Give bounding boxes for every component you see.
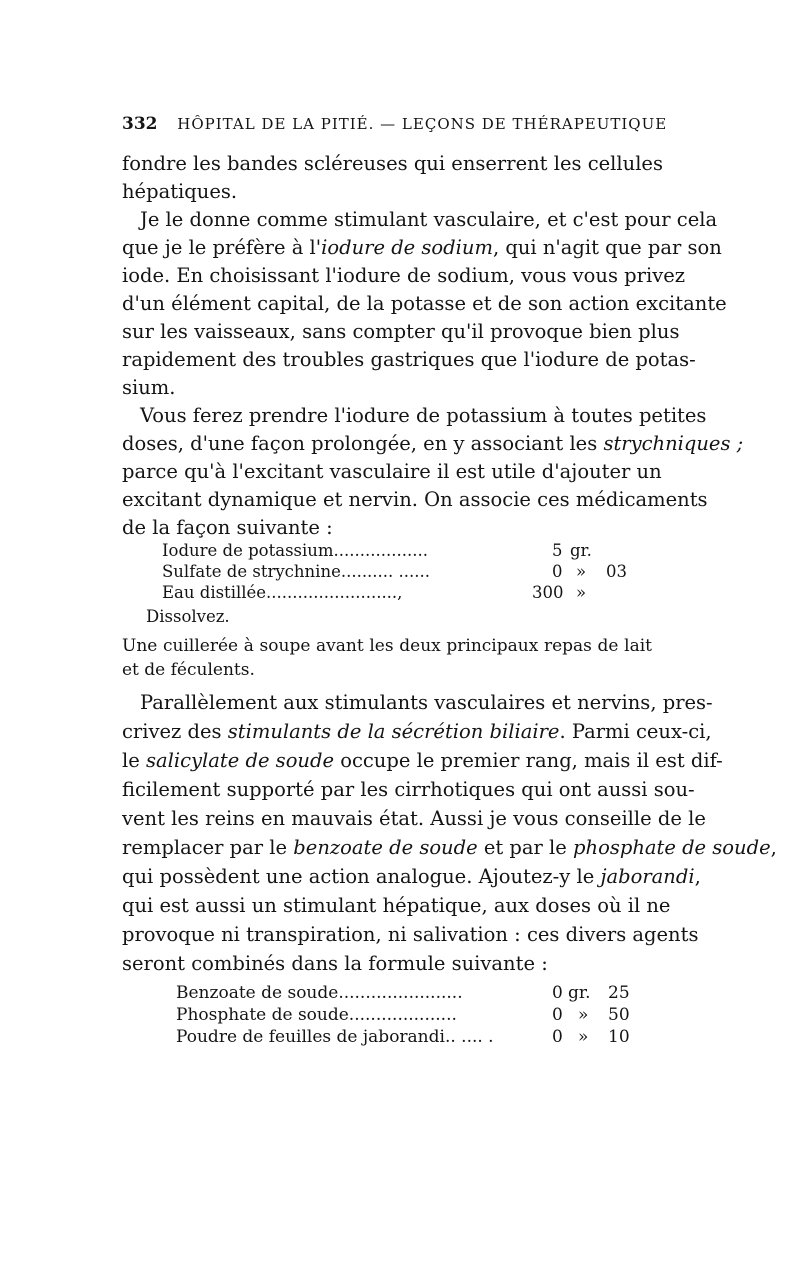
text-line: provoque ni transpiration, ni salivation : ces divers agents bbox=[122, 923, 699, 946]
dosage-instruction: Une cuillerée à soupe avant les deux principaux repas de lait et de féculents. bbox=[122, 636, 652, 680]
text-line: qui est aussi un stimulant hépatique, aux doses où il ne bbox=[122, 894, 671, 917]
text-line: fondre les bandes scléreuses qui enserrent les cellules bbox=[122, 152, 663, 175]
text-line: parce qu'à l'excitant vasculaire il est utile d'ajouter un bbox=[122, 460, 662, 483]
text-line: qui possèdent une action analogue. Ajoutez-y le jaborandi, bbox=[122, 865, 701, 888]
dissolve-note: Dissolvez. bbox=[146, 607, 230, 626]
text-line: hépatiques. bbox=[122, 180, 238, 203]
italic-term: iodure de sodium bbox=[321, 236, 493, 259]
text-line: excitant dynamique et nervin. On associe ces médicaments bbox=[122, 488, 708, 511]
text-line: vent les reins en mauvais état. Aussi je vous conseille de le bbox=[122, 807, 706, 830]
running-header bbox=[122, 114, 668, 134]
paragraph-4 bbox=[122, 688, 777, 978]
text-line: Je le donne comme stimulant vasculaire, et c'est pour cela bbox=[140, 208, 718, 231]
italic-term: phosphate de soude bbox=[573, 836, 771, 859]
text-line: iode. En choisissant l'iodure de sodium, vous vous privez bbox=[122, 264, 686, 287]
text-line: de la façon suivante : bbox=[122, 516, 333, 539]
paragraph-1 bbox=[122, 150, 663, 206]
running-title: HÔPITAL DE LA PITIÉ. — LEÇONS DE THÉRAPEUTIQUE bbox=[177, 115, 668, 133]
italic-term: stimulants de la sécrétion biliaire bbox=[227, 720, 560, 743]
page-number: 332 bbox=[122, 114, 158, 134]
text-line: seront combinés dans la formule suivante : bbox=[122, 952, 548, 975]
text-line: Parallèlement aux stimulants vasculaires et nervins, pres- bbox=[140, 691, 713, 714]
paragraph-2 bbox=[122, 206, 727, 402]
text-line: sur les vaisseaux, sans compter qu'il provoque bien plus bbox=[122, 320, 680, 343]
text-line: remplacer par le benzoate de soude et par le phosphate de soude, bbox=[122, 836, 777, 859]
text-line: rapidement des troubles gastriques que l'iodure de potas- bbox=[122, 348, 696, 371]
text-line: d'un élément capital, de la potasse et de son action excitante bbox=[122, 292, 727, 315]
italic-term: strychniques ; bbox=[603, 432, 744, 455]
italic-term: benzoate de soude bbox=[293, 836, 478, 859]
text-line: ficilement supporté par les cirrhotiques qui ont aussi sou- bbox=[122, 778, 695, 801]
text-line: sium. bbox=[122, 376, 176, 399]
text-line: doses, d'une façon prolongée, en y associant les strychniques ; bbox=[122, 432, 744, 455]
paragraph-3 bbox=[122, 402, 744, 542]
italic-term: jaborandi bbox=[600, 865, 695, 888]
text-line: le salicylate de soude occupe le premier rang, mais il est dif- bbox=[122, 749, 723, 772]
text-line: crivez des stimulants de la sécrétion biliaire. Parmi ceux-ci, bbox=[122, 720, 712, 743]
text-line: que je le préfère à l'iodure de sodium, qui n'agit que par son bbox=[122, 236, 722, 259]
italic-term: salicylate de soude bbox=[145, 749, 335, 772]
book-page: 332 HÔPITAL DE LA PITIÉ. — LEÇONS DE THÉRAPEUTIQUE fondre les bandes scléreuses qui enserrent les cellules hépatiques. Je le donne comme stimulant vasculaire, et c'est pour cela que je le préfère à l'iodure de sodium, qui n'agit que par son iode. En choisissant l'iodure de sodium, vous vous privez d'un élément capital, de la potasse et de son action excitante sur les vaisseaux, sans compter qu'il provoque bien plus rapidement des troubles gastriques que l'iodure de potas- sium. Vous ferez prendre l'iodure de potassium à toutes petites doses, d'une façon prolongée, en y associant les strychniques ; parce qu'à l'excitant vasculaire il est utile d'ajouter un excitant dynamique et nervin. On associe ces médicaments de la façon suivante : Iodure de potassium.................. 5 gr. Sulfate de strychnine.......... ...... 0 » 03 Eau distillée........................., 300 » Dissolvez. Une cuillerée à soupe avant les deux principaux repas de lait et de féculents. Parallèlement aux stimulants vasculaires et nervins, pres- crivez des stimulants de la sécrétion biliaire. Parmi ceux-ci, le salicylate de soude occupe le premier rang, mais il est dif- ficilement supporté par les cirrhotiques qui ont aussi sou- vent les reins en mauvais état. Aussi je vous conseille de le remplacer par le benzoate de soude et par le phosphate de soude, qui possèdent une action analogue. Ajoutez-y le jaborandi, qui est aussi un stimulant hépatique, aux doses où il ne provoque ni transpiration, ni salivation : ces divers agents seront combinés dans la formule suivante : Benzoate de soude....................... 0 gr. 25 Phosphate de soude.................... 0 » 50 Poudre de feuilles de jaborandi.. .... . 0 » 10 bbox=[122, 114, 777, 1047]
text-line: Vous ferez prendre l'iodure de potassium à toutes petites bbox=[140, 404, 707, 427]
